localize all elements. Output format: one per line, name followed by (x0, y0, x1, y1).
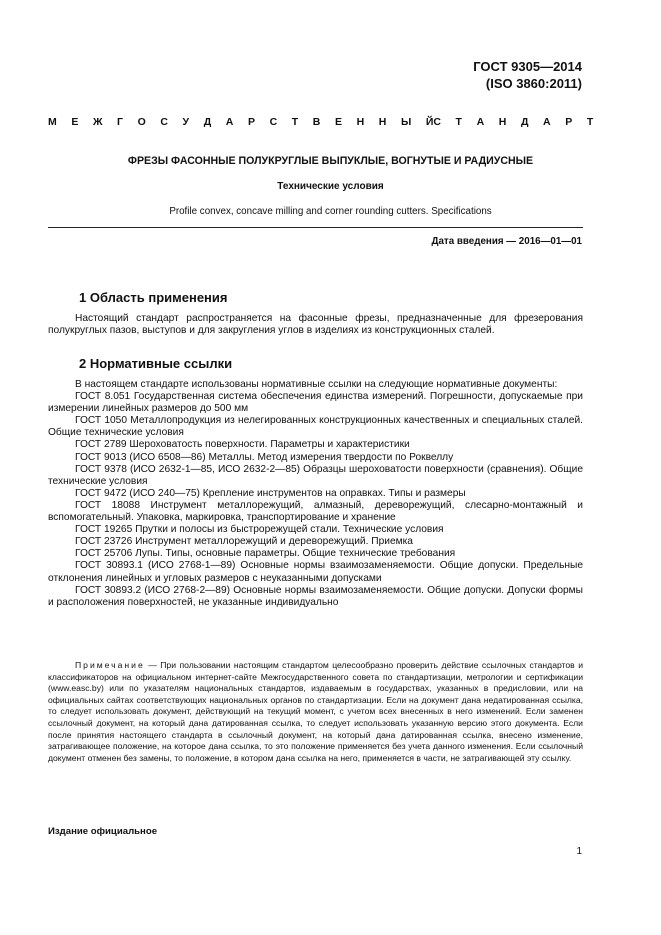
reference-item: ГОСТ 30893.1 (ИСО 2768-1—89) Основные нормы взаимозаменяемости. Общие допуски. Предельные отклонения линейных и угловых размеров с неуказанными допусками (48, 560, 583, 584)
banner-letter: А (476, 116, 485, 128)
banner-letter: Н (378, 116, 387, 128)
banner-letter: У (182, 116, 190, 128)
document-subtitle: Технические условия (277, 181, 384, 192)
note-label: Примечание (75, 660, 145, 670)
reference-item: ГОСТ 9013 (ИСО 6508—86) Металлы. Метод измерения твердости по Роквеллу (75, 451, 454, 463)
banner-letter: Е (71, 116, 79, 128)
banner-letter: Т (291, 116, 299, 128)
banner-letter: Р (247, 116, 255, 128)
reference-item: ГОСТ 30893.2 (ИСО 2768-2—89) Основные нормы взаимозаменяемости. Общие допуски. Допуски формы и расположения поверхностей, не указанные индивидуально (48, 584, 583, 608)
banner-letter: В (312, 116, 321, 128)
edition-label: Издание официальное (48, 826, 158, 837)
english-title: Profile convex, concave milling and corner rounding cutters. Specifications (169, 206, 492, 217)
banner-left (48, 116, 433, 128)
reference-list (48, 391, 583, 609)
note-text: — При пользовании настоящим стандартом целесообразно проверить действие ссылочных стандартов и классификаторов на официальном интернет-сайте Межгосударственного совета по стандартизации, метрологии и сертификации (www.easc.by) или по указателям национальных стандартов, издаваемым в государствах, указанных в предисловии, или на официальных сайтах соответствующих национальных органов по стандартизации. Если на документ дана недатированная ссылка, то следует использовать документ, действующий на текущий момент, с учетом всех внесенных в него изменений. Если заменен ссылочный документ, на который дана датированная ссылка, то следует использовать указанную версию этого документа. Если после принятия настоящего стандарта в ссылочный документ, на который дана датированная ссылка, внесено изменение, затрагивающее положение, на которое дана ссылка, то это положение применяется без учета данного изменения. Если ссылочный документ отменен без замены, то положение, в котором дана ссылка на него, применяется в части, не затрагивающей эту ссылку. (48, 660, 583, 763)
title-divider (48, 227, 583, 228)
banner-letter: Н (498, 116, 507, 128)
document-code: ГОСТ 9305—2014 (473, 59, 582, 74)
reference-item: ГОСТ 19265 Прутки и полосы из быстрорежущей стали. Технические условия (75, 524, 444, 536)
introduction-date: Дата введения — 2016—01—01 (431, 236, 582, 247)
page-number: 1 (576, 846, 582, 857)
banner-letter: С (160, 116, 168, 128)
document-title: ФРЕЗЫ ФАСОННЫЕ ПОЛУКРУГЛЫЕ ВЫПУКЛЫЕ, ВОГНУТЫЕ И РАДИУСНЫЕ (127, 155, 534, 167)
banner-letter: С (433, 116, 441, 128)
section-2-body (48, 379, 583, 609)
iso-code: (ISO 3860:2011) (485, 76, 582, 91)
section-2-intro: В настоящем стандарте использованы нормативные ссылки на следующие нормативные документы: (75, 379, 558, 390)
reference-item: ГОСТ 18088 Инструмент металлорежущий, алмазный, дереворежущий, слесарно-монтажный и вспомогательный. Упаковка, маркировка, транспортирование и хранение (48, 499, 583, 524)
banner-letter: Д (203, 116, 212, 128)
section-1-heading: 1 Область применения (79, 290, 228, 305)
reference-item: ГОСТ 25706 Лупы. Типы, основные параметры. Общие технические требования (75, 548, 456, 560)
banner-letter: Г (117, 116, 123, 128)
reference-item: ГОСТ 9472 (ИСО 240—75) Крепление инструментов на оправках. Типы и размеры (75, 487, 466, 499)
note (48, 660, 583, 764)
banner-letter: А (543, 116, 551, 128)
reference-item: ГОСТ 2789 Шероховатость поверхности. Параметры и характеристики (75, 439, 410, 451)
reference-item: ГОСТ 23726 Инструмент металлорежущий и дереворежущий. Приемка (75, 536, 413, 548)
section-2-heading: 2 Нормативные ссылки (79, 356, 233, 371)
banner-letter: Ы (400, 116, 412, 128)
section-1-text: Настоящий стандарт распространяется на фасонные фрезы, предназначенные для фрезерования полукруглых пазов, выступов и для закругления углов в изделиях из конструкционных сталей. (48, 313, 583, 337)
banner-letter: Т (455, 116, 462, 128)
banner-letter: Д (520, 116, 529, 128)
banner-letter: С (269, 116, 278, 128)
banner-letter: Н (356, 116, 365, 128)
banner-letter: Т (586, 116, 594, 128)
banner-letter: Е (334, 116, 342, 128)
standard-banner (48, 116, 594, 128)
banner-letter: О (137, 116, 146, 128)
banner-letter: Й (425, 116, 434, 128)
banner-letter: Р (565, 116, 573, 128)
banner-letter: М (48, 116, 57, 128)
banner-letter: А (225, 116, 234, 128)
banner-letter: Ж (92, 116, 103, 128)
reference-item: ГОСТ 9378 (ИСО 2632-1—85, ИСО 2632-2—85) Образцы шероховатости поверхности (сравнения). Общие технические условия (48, 463, 583, 487)
reference-item: ГОСТ 8.051 Государственная система обеспечения единства измерений. Погрешности, допускаемые при измерении линейных размеров до 500 мм (48, 391, 583, 415)
reference-item: ГОСТ 1050 Металлопродукция из нелегированных конструкционных качественных и специальных сталей. Общие технические условия (48, 415, 583, 439)
banner-right (433, 116, 593, 128)
